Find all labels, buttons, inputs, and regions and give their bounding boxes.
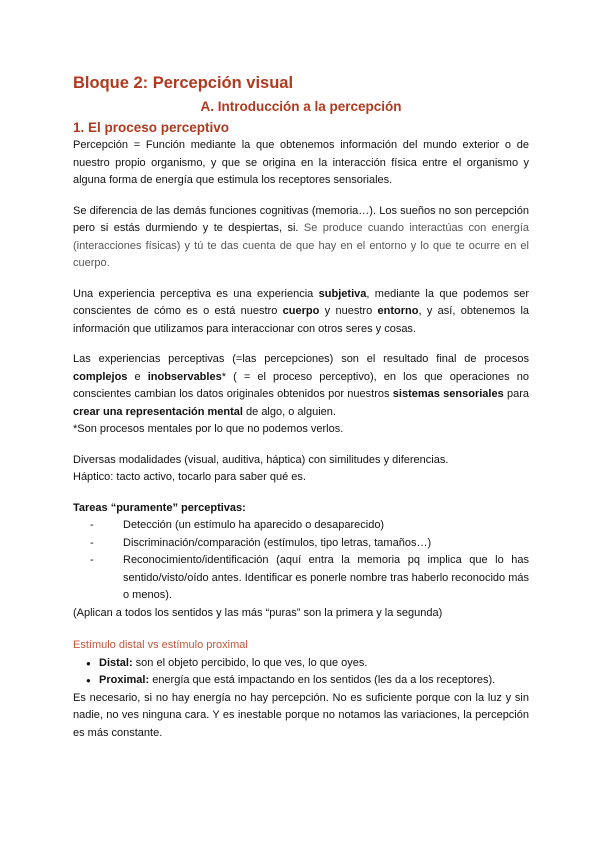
text-run: Se diferencia de las demás funciones cognitivas (memoria…). Los sueños no son percepción pero si estás durmiendo y te despiertas, si. [73, 204, 529, 234]
paragraph-haptico: Háptico: tacto activo, tocarlo para saber qué es. [73, 471, 306, 483]
stimulus-list [73, 655, 529, 690]
text-run: y nuestro [319, 305, 378, 317]
list-item: - Detección (un estímulo ha aparecido o desaparecido) [73, 517, 529, 535]
paragraph-estimulo: Es necesario, si no hay energía no hay percepción. No es suficiente porque con la luz y sin nadie, no ves ninguna cara. Y es inestable porque no notamos las variaciones, la percepción es más constante. [73, 691, 529, 739]
paragraph-diferencia [73, 203, 529, 273]
bold-run: entorno [377, 305, 419, 317]
text-run-gray: Se produce cuando interactúas con energía (interacciones físicas) y tú te das cuenta de que hay en el entorno y lo que te ocurre en el cuerpo. [73, 222, 529, 269]
text-run: , mediante la que podemos ser conscientes de cómo es o está nuestro [73, 287, 529, 317]
stimulus-heading: Estímulo distal vs estímulo proximal [73, 639, 248, 651]
bold-run: Tareas “puramente” perceptivas: [73, 501, 246, 514]
list-item-proximal [73, 672, 529, 690]
text-run: Una experiencia perceptiva es una experiencia [73, 287, 319, 300]
paragraph-definicion: Percepción = Función mediante la que obtenemos información del mundo exterior o de nuestro propio organismo, y que se origina en la interacción física entre el organismo y alguna forma de energía que estimula los receptores sensoriales. [73, 139, 529, 186]
bold-run: Proximal: [99, 674, 150, 686]
list-item-distal [73, 655, 529, 673]
bold-run: inobservables [147, 370, 222, 383]
text-run: son el objeto percibido, lo que ves, lo que oyes. [132, 656, 368, 669]
list-item: - Reconocimiento/identificación (aquí entra la memoria pq implica que lo has sentido/visto/oído antes. Identificar es ponerle nombre tras haberlo reconocido más o menos). [73, 552, 529, 605]
text-run: energía que está impactando en los sentidos (les da a los receptores). [149, 674, 496, 686]
text-run: , y así, obtenemos la información que utilizamos para interaccionar con otros seres y cosas. [73, 305, 530, 335]
paragraph-procesos [73, 351, 529, 421]
bold-run: sistemas sensoriales [392, 388, 504, 400]
page-title: Bloque 2: Percepción visual [73, 74, 294, 92]
bold-run: Distal: [99, 656, 133, 669]
document-body [73, 72, 529, 742]
paragraph-modalidades: Diversas modalidades (visual, auditiva, háptica) con similitudes y diferencias. [73, 453, 449, 466]
text-run: * ( = el proceso perceptivo), en los que operaciones no conscientes cambian los datos originales obtenidos por nuestros [73, 370, 529, 400]
tasks-note: (Aplican a todos los sentidos y las más “puras” son la primera y la segunda) [73, 606, 443, 619]
bold-run: crear una representación mental [73, 405, 243, 418]
footnote: *Son procesos mentales por lo que no podemos verlos. [73, 423, 344, 435]
paragraph-experiencia [73, 286, 529, 339]
section-heading-proceso: 1. El proceso perceptivo [73, 120, 230, 135]
bold-run: complejos [73, 370, 128, 383]
tasks-list [73, 517, 529, 605]
bold-run: subjetiva [318, 287, 367, 300]
bold-run: cuerpo [282, 305, 320, 317]
section-subtitle: A. Introducción a la percepción [200, 99, 402, 114]
text-run: Las experiencias perceptivas (=las percepciones) son el resultado final de procesos [73, 353, 529, 365]
list-item: - Discriminación/comparación (estímulos, tipo letras, tamaños…) [73, 535, 529, 553]
text-run: e [127, 370, 148, 383]
text-run: de algo, o alguien. [242, 405, 336, 418]
tasks-heading [73, 500, 529, 518]
text-run: para [503, 388, 530, 400]
